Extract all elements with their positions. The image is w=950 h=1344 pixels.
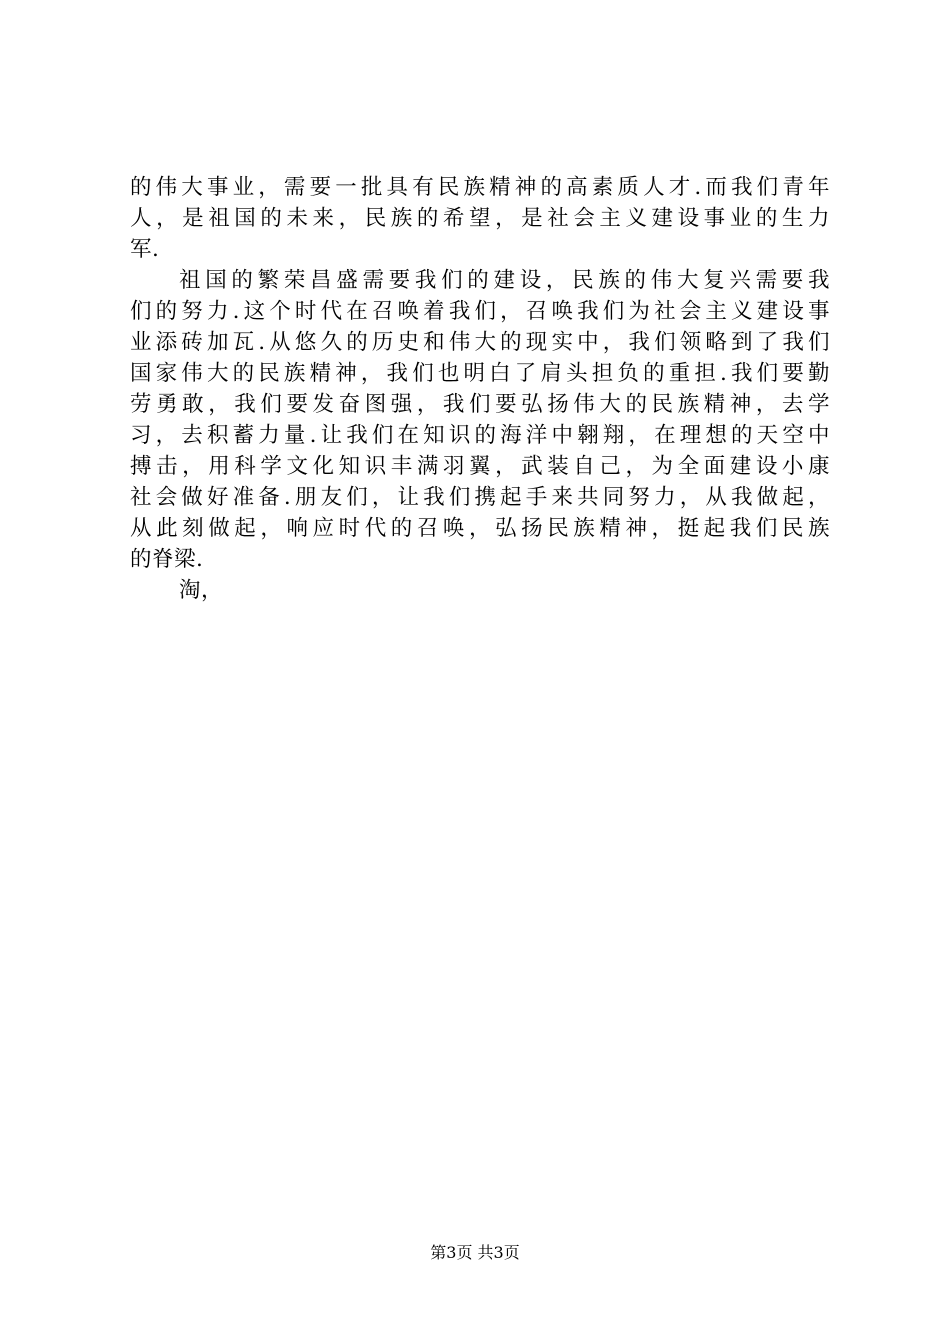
text-line: 军. [130, 237, 160, 262]
text-line: 劳勇敢，我们要发奋图强，我们要弘扬伟大的民族精神，去学 [130, 392, 830, 417]
text-line: 们的努力.这个时代在召唤着我们，召唤我们为社会主义建设事 [130, 299, 830, 324]
page-number-footer: 第3页 共3页 [430, 1243, 520, 1262]
text-line: 的伟大事业，需要一批具有民族精神的高素质人才.而我们青年 [130, 175, 830, 200]
text-line: 祖国的繁荣昌盛需要我们的建设，民族的伟大复兴需要我 [179, 268, 830, 293]
text-line: 的脊梁. [130, 547, 204, 572]
document-body [130, 172, 830, 606]
text-line: 业添砖加瓦.从悠久的历史和伟大的现实中，我们领略到了我们 [130, 330, 830, 355]
text-line: 淘， [179, 578, 224, 603]
text-line: 搏击，用科学文化知识丰满羽翼，武装自己，为全面建设小康 [130, 454, 830, 479]
text-line: 从此刻做起，响应时代的召唤，弘扬民族精神，挺起我们民族 [130, 516, 830, 541]
text-line: 人，是祖国的未来，民族的希望，是社会主义建设事业的生力 [130, 206, 830, 231]
text-line: 国家伟大的民族精神，我们也明白了肩头担负的重担.我们要勤 [130, 361, 830, 386]
text-line: 社会做好准备.朋友们，让我们携起手来共同努力，从我做起， [130, 485, 830, 510]
text-line: 习，去积蓄力量.让我们在知识的海洋中翱翔，在理想的天空中 [130, 423, 830, 448]
